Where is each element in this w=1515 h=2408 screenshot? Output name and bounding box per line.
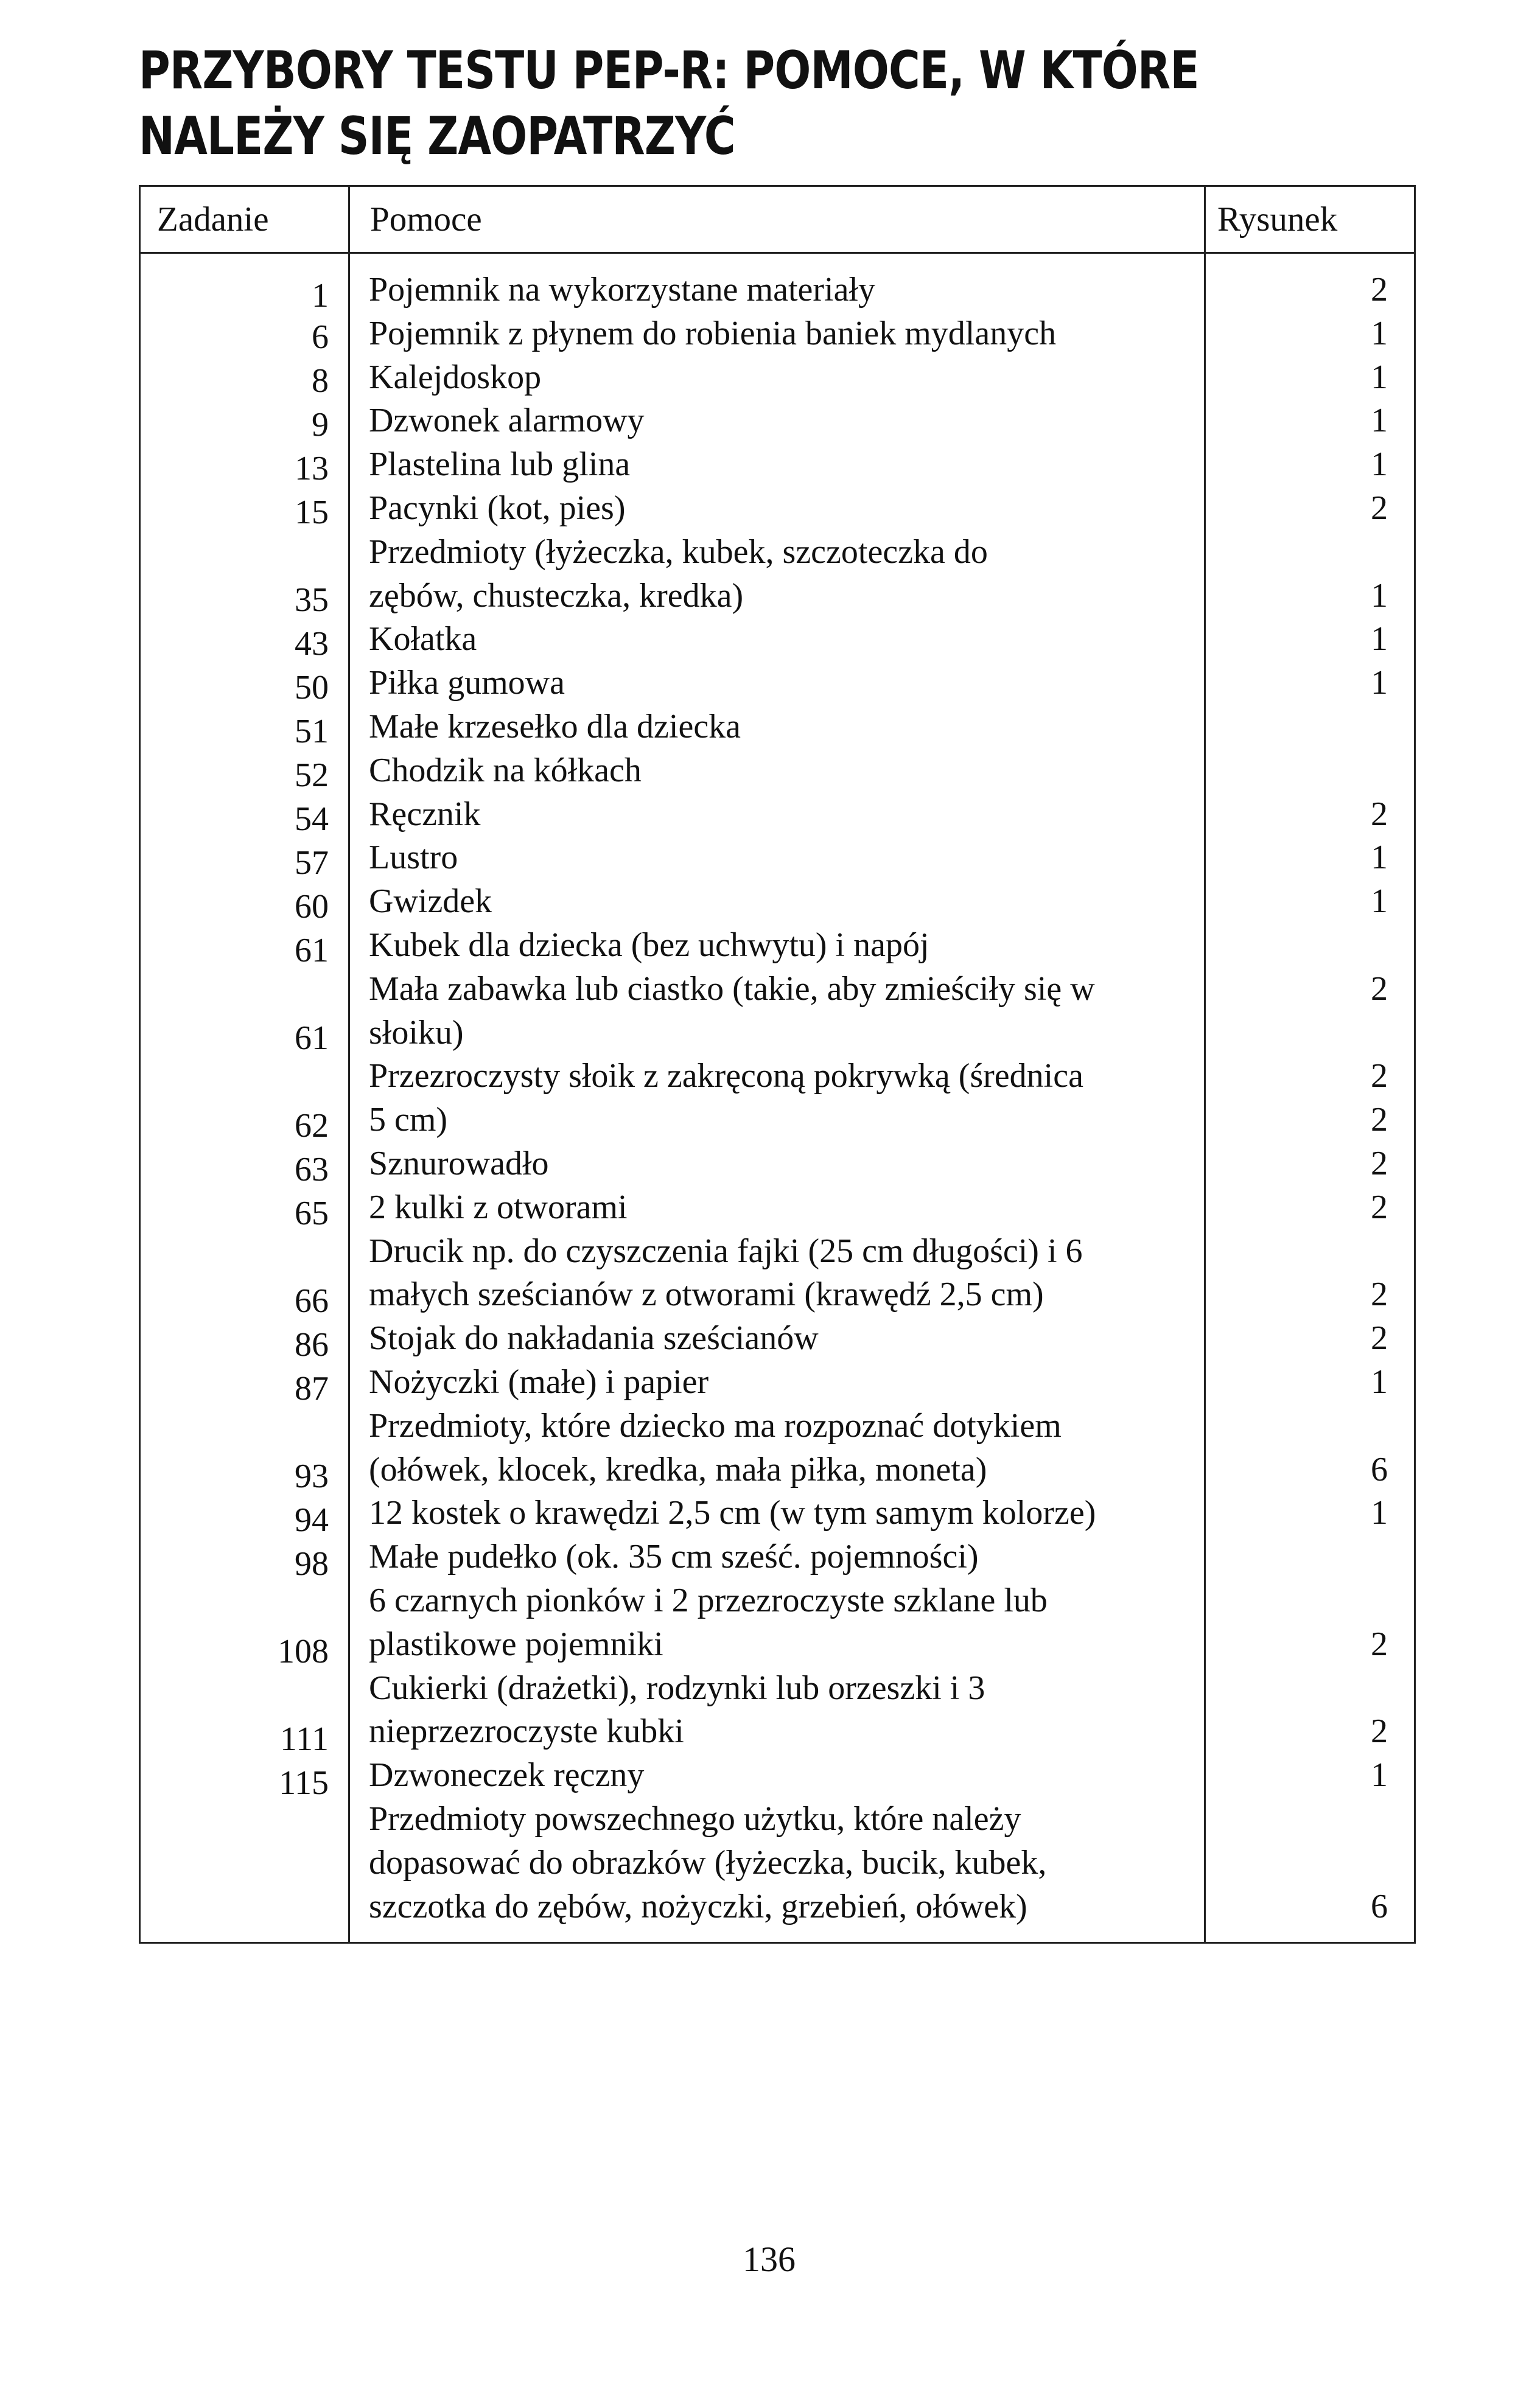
figure-number: 2 [1371,795,1388,833]
aid-line: Stojak do nakładania sześcianów [369,1319,819,1357]
aid-line: Przezroczysty słoik z zakręconą pokrywką (średnica [369,1057,1083,1095]
figure-number: 1 [1371,402,1388,439]
task-number: 108 [278,1633,329,1670]
figure-number: 2 [1371,1625,1388,1663]
aid-line: Kalejdoskop [369,358,542,396]
aid-line: plastikowe pojemniki [369,1625,663,1663]
task-number: 98 [295,1545,329,1583]
header-figure: Rysunek [1217,200,1338,239]
task-number: 50 [295,669,329,707]
task-number: 60 [295,888,329,926]
figure-number: 6 [1371,1888,1388,1925]
figure-number: 2 [1371,1319,1388,1357]
aid-line: Piłka gumowa [369,664,565,702]
figure-number: 2 [1371,1101,1388,1139]
task-number: 52 [295,756,329,794]
task-number: 8 [312,362,329,400]
aid-line: dopasować do obrazków (łyżeczka, bucik, kubek, [369,1844,1047,1882]
page-title: PRZYBORY TESTU PEP-R: POMOCE, W KTÓRE NALEŻY SIĘ ZAOPATRZYĆ [139,40,1199,167]
aid-line: Nożyczki (małe) i papier [369,1363,709,1401]
aid-line: Gwizdek [369,882,492,920]
aid-line: Drucik np. do czyszczenia fajki (25 cm długości) i 6 [369,1232,1083,1270]
figure-number: 2 [1371,970,1388,1008]
task-number: 9 [312,406,329,444]
task-number: 65 [295,1195,329,1232]
figure-number: 1 [1371,358,1388,396]
aids-column [369,268,1197,1935]
figure-number: 2 [1371,489,1388,527]
task-number: 57 [295,844,329,882]
figure-number: 2 [1371,1276,1388,1313]
header-divider [139,252,1416,254]
column-divider-2 [1204,185,1206,1944]
task-number: 63 [295,1151,329,1188]
aid-line: (ołówek, klocek, kredka, mała piłka, moneta) [369,1451,987,1488]
task-number: 61 [295,1019,329,1057]
aid-line: Sznurowadło [369,1145,549,1182]
aid-line: Ręcznik [369,795,481,833]
task-number: 1 [312,277,329,315]
figure-column [1217,268,1388,1935]
aid-line: Małe pudełko (ok. 35 cm sześć. pojemności) [369,1538,979,1576]
figure-number: 2 [1371,1188,1388,1226]
aid-line: Przedmioty (łyżeczka, kubek, szczoteczka do [369,533,988,571]
task-number: 87 [295,1370,329,1408]
figure-number: 1 [1371,445,1388,483]
task-number: 61 [295,932,329,969]
aid-line: Dzwonek alarmowy [369,402,645,439]
figure-number: 2 [1371,271,1388,309]
figure-number: 2 [1371,1145,1388,1182]
aid-line: Przedmioty powszechnego użytku, które należy [369,1800,1021,1838]
aid-line: Plastelina lub glina [369,445,631,483]
figure-number: 1 [1371,1363,1388,1401]
task-number: 86 [295,1326,329,1364]
task-number: 35 [295,581,329,619]
aid-line: 5 cm) [369,1101,448,1139]
aid-line: Pojemnik z płynem do robienia baniek mydlanych [369,315,1057,352]
aid-line: zębów, chusteczka, kredka) [369,577,744,615]
aid-line: Cukierki (drażetki), rodzynki lub orzeszki i 3 [369,1669,985,1707]
task-number: 51 [295,713,329,750]
figure-number: 1 [1371,577,1388,615]
aid-line: 6 czarnych pionków i 2 przezroczyste szklane lub [369,1582,1048,1619]
aid-line: Pacynki (kot, pies) [369,489,626,527]
figure-number: 6 [1371,1451,1388,1488]
figure-number: 1 [1371,315,1388,352]
task-number: 111 [280,1720,329,1758]
figure-number: 1 [1371,1494,1388,1532]
task-number: 15 [295,494,329,531]
task-number: 6 [312,318,329,356]
figure-number: 2 [1371,1712,1388,1750]
task-number: 94 [295,1501,329,1539]
header-aids: Pomoce [370,200,482,239]
task-number: 66 [295,1282,329,1320]
aid-line: Pojemnik na wykorzystane materiały [369,271,875,309]
aid-line: 2 kulki z otworami [369,1188,628,1226]
column-divider-1 [348,185,350,1944]
aid-line: Małe krzesełko dla dziecka [369,708,741,745]
header-task: Zadanie [157,200,269,239]
task-number: 13 [295,450,329,487]
aid-line: Dzwoneczek ręczny [369,1756,645,1794]
aid-line: Mała zabawka lub ciastko (takie, aby zmieściły się w [369,970,1095,1008]
task-number: 43 [295,625,329,663]
aid-line: nieprzezroczyste kubki [369,1712,684,1750]
aid-line: słoiku) [369,1014,464,1052]
aid-line: Przedmioty, które dziecko ma rozpoznać dotykiem [369,1407,1062,1445]
aid-line: Chodzik na kółkach [369,752,642,789]
aid-line: 12 kostek o krawędzi 2,5 cm (w tym samym kolorze) [369,1494,1096,1532]
aid-line: szczotka do zębów, nożyczki, grzebień, ołówek) [369,1888,1027,1925]
aid-line: Kubek dla dziecka (bez uchwytu) i napój [369,926,929,964]
figure-number: 1 [1371,664,1388,702]
figure-number: 1 [1371,1756,1388,1794]
aid-line: małych sześcianów z otworami (krawędź 2,5 cm) [369,1276,1044,1313]
page-number: 136 [743,2239,796,2279]
figure-number: 1 [1371,620,1388,658]
task-number: 93 [295,1457,329,1495]
task-numbers-column [146,0,329,1947]
aid-line: Kołatka [369,620,477,658]
aid-line: Lustro [369,839,458,876]
task-number: 54 [295,800,329,838]
figure-number: 2 [1371,1057,1388,1095]
figure-number: 1 [1371,882,1388,920]
task-number: 115 [279,1764,329,1802]
task-number: 62 [295,1107,329,1145]
figure-number: 1 [1371,839,1388,876]
